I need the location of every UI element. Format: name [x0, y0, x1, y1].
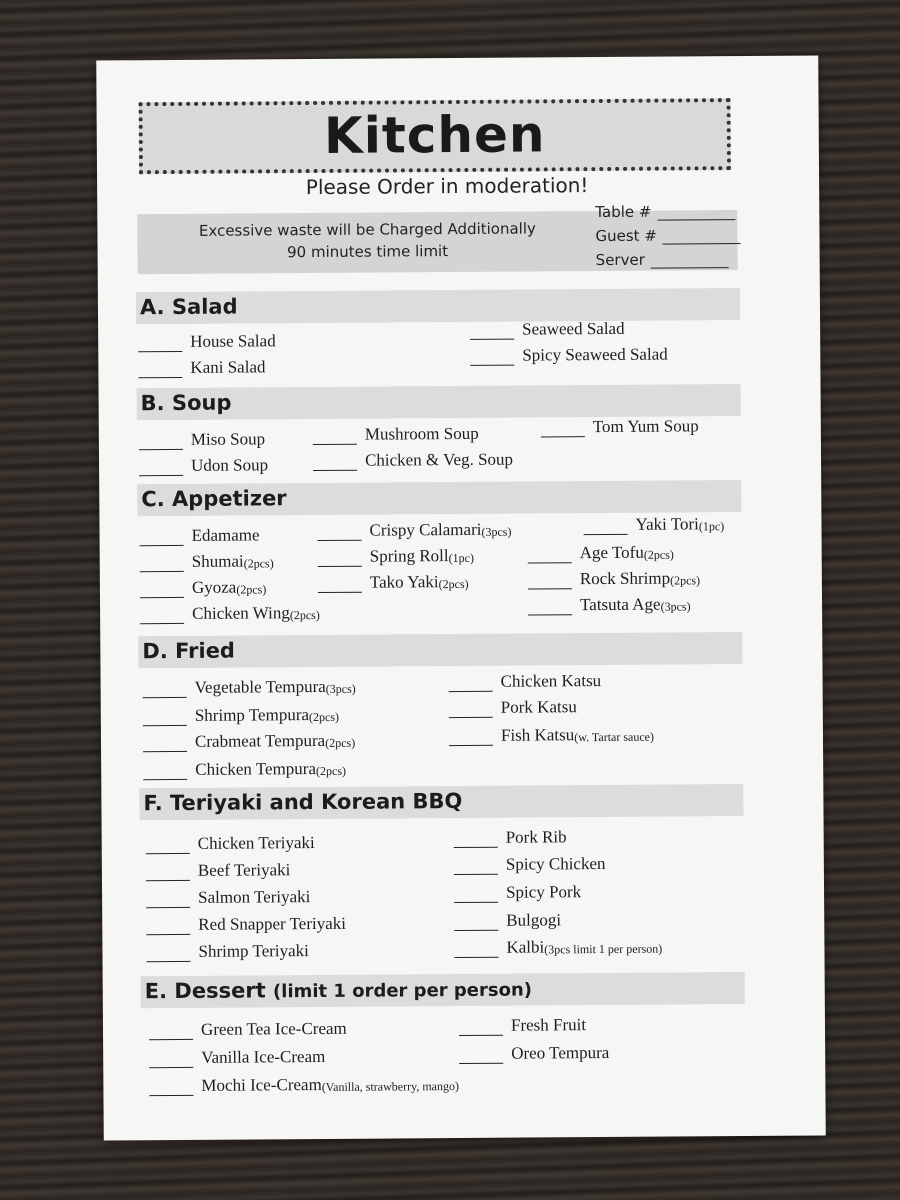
qty-blank[interactable] [138, 339, 182, 352]
qty-blank[interactable] [149, 1083, 193, 1096]
item-name: Tatsuta Age [579, 594, 661, 615]
qty-blank[interactable] [313, 432, 357, 445]
item-name: Chicken Katsu [500, 671, 602, 691]
section-soup-title: B. Soup [140, 390, 232, 416]
qty-blank[interactable] [454, 945, 498, 958]
menu-item[interactable] [140, 603, 320, 624]
item-name: Udon Soup [191, 455, 269, 475]
qty-blank[interactable] [146, 895, 190, 908]
menu-item[interactable] [140, 577, 267, 598]
menu-item[interactable] [459, 1015, 586, 1036]
section-fried-title: D. Fried [142, 638, 236, 664]
item-note: (2pcs) [315, 763, 347, 779]
menu-item[interactable] [318, 546, 474, 567]
item-name: Tom Yum Soup [592, 416, 699, 437]
qty-blank[interactable] [318, 554, 362, 567]
header-fields [595, 196, 741, 269]
menu-item[interactable] [139, 455, 268, 476]
item-name: Green Tea Ice-Cream [200, 1018, 347, 1039]
item-name: Miso Soup [190, 429, 266, 449]
menu-item[interactable] [470, 345, 668, 366]
qty-blank[interactable] [140, 585, 184, 598]
item-name: Vegetable Tempura [194, 676, 326, 697]
section-salad-title: A. Salad [139, 294, 238, 320]
qty-blank[interactable] [454, 835, 498, 848]
menu-item[interactable] [318, 572, 469, 593]
menu-item[interactable] [138, 357, 265, 378]
item-name: Shrimp Tempura [194, 705, 310, 725]
menu-item[interactable] [146, 860, 291, 881]
item-name: Chicken Teriyaki [197, 833, 315, 853]
menu-item[interactable] [143, 677, 356, 698]
item-name: Vanilla Ice-Cream [201, 1046, 326, 1067]
section-dessert-header [141, 972, 745, 1008]
item-name: Tako Yaki [369, 572, 439, 592]
item-name: Age Tofu [579, 542, 644, 563]
qty-blank[interactable] [449, 679, 493, 692]
item-name: Fish Katsu [500, 725, 575, 745]
item-name: Red Snapper Teriyaki [198, 913, 347, 934]
section-soup-header [137, 384, 741, 420]
qty-blank[interactable] [149, 1055, 193, 1068]
notice-line-2: 90 minutes time limit [287, 242, 449, 262]
section-dessert-note: (limit 1 order per person) [272, 979, 533, 1003]
section-appetizer-header [137, 480, 741, 516]
guest-label: Guest # [595, 226, 657, 246]
menu-item[interactable] [146, 833, 315, 854]
item-note: (2pcs) [308, 709, 340, 725]
menu-item[interactable] [313, 450, 513, 471]
menu-item[interactable] [454, 854, 606, 875]
qty-blank[interactable] [143, 739, 187, 752]
qty-blank[interactable] [146, 922, 190, 935]
menu-item[interactable] [528, 568, 700, 589]
qty-blank[interactable] [528, 602, 572, 615]
subtitle: Please Order in moderation! [305, 173, 589, 200]
item-note: (2pcs) [236, 582, 267, 597]
server-label: Server [595, 250, 645, 270]
item-name: Kani Salad [190, 357, 266, 377]
item-name: Edamame [191, 525, 260, 545]
qty-blank[interactable] [454, 918, 498, 931]
qty-blank[interactable] [140, 559, 184, 572]
qty-blank[interactable] [318, 580, 362, 593]
item-name: Mushroom Soup [364, 423, 479, 444]
item-name: Shumai [191, 551, 244, 571]
qty-blank[interactable] [140, 533, 184, 546]
section-teriyaki-header [139, 784, 743, 820]
item-note: (Vanilla, strawberry, mango) [321, 1079, 460, 1094]
item-name: Kalbi [506, 937, 545, 957]
item-name: Spring Roll [369, 546, 449, 566]
table-blank[interactable] [657, 205, 735, 221]
menu-item[interactable] [149, 1047, 325, 1068]
item-name: Salmon Teriyaki [198, 887, 311, 907]
notice-line-1: Excessive waste will be Charged Additionally [198, 219, 536, 240]
item-name: Oreo Tempura [511, 1042, 610, 1063]
menu-item[interactable] [143, 731, 355, 752]
item-note: (1pc) [698, 519, 725, 534]
qty-blank[interactable] [528, 550, 572, 563]
item-name: Seaweed Salad [522, 318, 625, 339]
guest-blank[interactable] [663, 229, 741, 245]
qty-blank[interactable] [583, 522, 627, 535]
section-salad-header [136, 288, 740, 324]
menu-item[interactable] [454, 910, 561, 931]
item-note: (3pcs limit 1 per person) [544, 941, 663, 957]
menu-item[interactable] [449, 725, 654, 746]
menu-item[interactable] [454, 882, 581, 903]
menu-item[interactable] [149, 1074, 459, 1096]
qty-blank[interactable] [146, 841, 190, 854]
title-banner [139, 98, 731, 174]
item-note: (2pcs) [325, 735, 356, 750]
qty-blank[interactable] [139, 463, 183, 476]
menu-item[interactable] [140, 551, 274, 572]
item-name: Spicy Pork [505, 882, 582, 902]
guest-field[interactable] [595, 220, 741, 245]
item-name: Spicy Seaweed Salad [522, 344, 668, 365]
item-note: (2pcs) [670, 573, 701, 588]
item-name: Beef Teriyaki [197, 860, 291, 880]
item-note: (1pc) [448, 550, 474, 566]
page-title: Kitchen [323, 105, 546, 165]
menu-item[interactable] [449, 697, 577, 718]
qty-blank[interactable] [470, 353, 514, 366]
qty-blank[interactable] [459, 1023, 503, 1036]
item-note: (3pcs) [660, 599, 691, 614]
menu-item[interactable] [449, 671, 602, 692]
section-appetizer-title: C. Appetizer [141, 486, 287, 512]
qty-blank[interactable] [449, 733, 493, 746]
section-fried-header [138, 632, 742, 668]
qty-blank[interactable] [454, 862, 498, 875]
menu-item[interactable] [583, 514, 724, 535]
menu-item[interactable] [313, 424, 479, 445]
qty-blank[interactable] [138, 365, 182, 378]
item-name: Yaki Tori [635, 514, 699, 534]
menu-item[interactable] [149, 1019, 347, 1040]
item-name: Fresh Fruit [510, 1015, 587, 1035]
qty-blank[interactable] [149, 1027, 193, 1040]
qty-blank[interactable] [146, 949, 190, 962]
item-note: (3pcs) [325, 681, 356, 696]
item-note: (2pcs) [289, 607, 320, 623]
qty-blank[interactable] [143, 767, 187, 780]
item-name: Pork Rib [505, 827, 567, 847]
qty-blank[interactable] [140, 611, 184, 624]
menu-item[interactable] [459, 1043, 609, 1064]
item-name: House Salad [190, 331, 276, 351]
qty-blank[interactable] [454, 890, 498, 903]
item-name: Crabmeat Tempura [194, 730, 326, 751]
qty-blank[interactable] [143, 713, 187, 726]
qty-blank[interactable] [318, 528, 362, 541]
menu-item[interactable] [143, 759, 346, 780]
table-field[interactable] [595, 196, 741, 221]
menu-item[interactable] [146, 914, 346, 935]
menu-item[interactable] [454, 937, 662, 958]
menu-item[interactable] [528, 594, 691, 615]
item-note: (w. Tartar sauce) [574, 729, 655, 745]
menu-item[interactable] [146, 887, 310, 908]
item-name: Pork Katsu [500, 697, 577, 717]
qty-blank[interactable] [313, 458, 357, 471]
order-sheet [96, 55, 826, 1140]
qty-blank[interactable] [449, 705, 493, 718]
item-name: Bulgogi [506, 910, 562, 930]
qty-blank[interactable] [146, 868, 190, 881]
menu-item[interactable] [317, 520, 511, 541]
menu-item[interactable] [146, 941, 309, 962]
menu-item[interactable] [454, 827, 567, 848]
menu-item[interactable] [470, 319, 625, 340]
item-name: Rock Shrimp [579, 568, 671, 589]
menu-item[interactable] [139, 429, 265, 450]
qty-blank[interactable] [541, 424, 585, 437]
item-name: Chicken Wing [192, 603, 290, 623]
qty-blank[interactable] [459, 1051, 503, 1064]
item-note: (2pcs) [438, 576, 469, 592]
item-name: Chicken Tempura [195, 759, 317, 779]
section-dessert-title-wrap [145, 977, 532, 1004]
qty-blank[interactable] [143, 685, 187, 698]
menu-item[interactable] [541, 416, 699, 437]
table-label: Table # [595, 202, 652, 222]
menu-item[interactable] [138, 331, 276, 352]
item-note: (2pcs) [643, 547, 674, 562]
qty-blank[interactable] [470, 327, 514, 340]
item-note: (2pcs) [243, 556, 274, 571]
section-teriyaki-title: F. Teriyaki and Korean BBQ [143, 788, 463, 816]
qty-blank[interactable] [139, 437, 183, 450]
item-note: (3pcs) [481, 524, 512, 539]
qty-blank[interactable] [528, 576, 572, 589]
item-name: Chicken & Veg. Soup [364, 449, 514, 470]
server-blank[interactable] [651, 253, 729, 269]
menu-item[interactable] [143, 705, 339, 726]
item-name: Shrimp Teriyaki [198, 941, 309, 961]
menu-item[interactable] [139, 525, 259, 546]
item-name: Gyoza [191, 577, 237, 597]
menu-item[interactable] [528, 543, 674, 564]
item-name: Mochi Ice-Cream [201, 1074, 322, 1095]
server-field[interactable] [596, 244, 742, 269]
item-name: Crispy Calamari [369, 519, 482, 540]
item-name: Spicy Chicken [505, 853, 606, 874]
section-dessert-title: E. Dessert [144, 978, 266, 1004]
